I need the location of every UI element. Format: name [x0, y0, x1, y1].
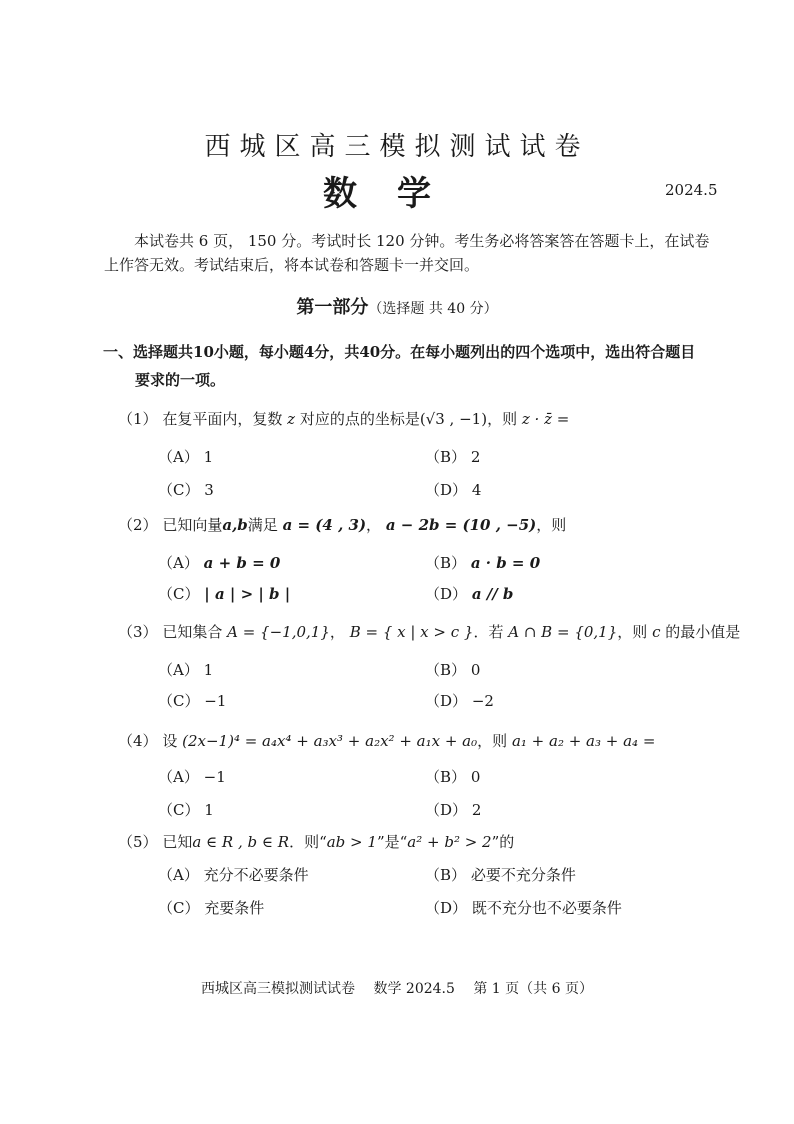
option-text: 0: [470, 661, 481, 679]
section-line-1: 一、选择题共10小题，每小题4分，共40分。在每小题列出的四个选项中，选出符合题目: [103, 343, 696, 361]
option-c: [158, 583, 290, 604]
option-c: [158, 690, 226, 711]
option-b: [425, 552, 540, 573]
question-number: （4）: [118, 732, 158, 750]
stem-text: ．若: [473, 623, 504, 641]
option-label: （C）: [158, 801, 200, 819]
option-text: a · b = 0: [470, 554, 541, 572]
stem-text: 的最小值是: [665, 623, 741, 641]
stem-text: ，则: [617, 623, 648, 641]
option-text: a // b: [471, 585, 514, 603]
option-d: [425, 799, 481, 820]
option-text: 1: [203, 661, 214, 679]
stem-text: 已知向量: [162, 516, 223, 534]
question-number: （3）: [118, 623, 158, 641]
subject-title: 数学: [323, 174, 471, 214]
option-text: a + b = 0: [203, 554, 281, 572]
option-b: [425, 766, 480, 787]
option-a: [158, 864, 309, 885]
question-4-stem: [118, 730, 655, 751]
option-text: 0: [470, 768, 481, 786]
option-text: 既不充分也不必要条件: [471, 899, 622, 917]
math-expr: A ∩ B = {0,1}: [508, 623, 618, 641]
part-main: 第一部分: [296, 297, 369, 318]
section-line-2: 要求的一项。: [135, 371, 226, 389]
question-2-stem: [118, 514, 566, 535]
exam-title: 西城区高三模拟测试试卷: [204, 132, 590, 162]
option-label: （D）: [425, 481, 468, 499]
option-d: [425, 690, 494, 711]
option-label: （B）: [425, 448, 467, 466]
option-c: [158, 799, 214, 820]
math-expr: a = (4 , 3): [282, 516, 367, 534]
option-label: （B）: [425, 661, 467, 679]
part-heading: [0, 293, 794, 319]
math-expr: A = {−1,0,1}: [227, 623, 330, 641]
option-b: [425, 864, 576, 885]
option-label: （C）: [158, 692, 200, 710]
stem-text: 满足: [247, 516, 278, 534]
option-b: [425, 446, 480, 467]
question-number: （5）: [118, 833, 158, 851]
stem-text: 已知集合: [162, 623, 223, 641]
math-expr: a₁ + a₂ + a₃ + a₄ =: [511, 732, 656, 750]
stem-text: 对应的点的坐标是: [299, 410, 420, 428]
option-a: [158, 446, 213, 467]
option-label: （D）: [425, 801, 468, 819]
option-label: （A）: [158, 661, 199, 679]
option-label: （A）: [158, 768, 199, 786]
option-text: 必要不充分条件: [470, 866, 576, 884]
stem-text: ，则: [477, 732, 508, 750]
option-label: （D）: [425, 899, 468, 917]
option-text: 3: [204, 481, 214, 499]
option-text: −1: [204, 692, 227, 710]
math-expr: B = { x | x > c }: [349, 623, 474, 641]
exam-date: 2024.5: [665, 181, 718, 199]
option-label: （A）: [158, 866, 199, 884]
option-label: （A）: [158, 554, 199, 572]
question-5-stem: [118, 831, 514, 852]
stem-text: ”是“: [376, 833, 408, 851]
option-label: （B）: [425, 554, 467, 572]
section-heading: [103, 338, 723, 394]
option-label: （C）: [158, 481, 200, 499]
option-text: 充要条件: [204, 899, 265, 917]
option-label: （B）: [425, 768, 467, 786]
part-note: （选择题 共 40 分）: [368, 301, 498, 317]
math-var: z: [287, 410, 296, 428]
option-d: [425, 479, 481, 500]
math-expr: (2x−1)⁴ = a₄x⁴ + a₃x³ + a₂x² + a₁x + a₀: [182, 732, 478, 750]
option-label: （C）: [158, 899, 200, 917]
math-var: c: [652, 623, 661, 641]
math-expr: a² + b² > 2: [407, 833, 492, 851]
question-1-stem: [118, 408, 569, 429]
exam-instructions: 本试卷共 6 页， 150 分。考试时长 120 分钟。考生务必将答案答在答题卡上，在试卷上作答无效。考试结束后，将本试卷和答题卡一并交回。: [104, 232, 710, 274]
option-label: （D）: [425, 585, 468, 603]
math-expr: a − 2b = (10 , −5): [385, 516, 537, 534]
stem-text: ，则: [536, 516, 567, 534]
option-text: | a | > | b |: [204, 585, 291, 603]
option-label: （C）: [158, 585, 200, 603]
question-3-stem: [118, 621, 740, 642]
math-vec: a,b: [222, 516, 248, 534]
stem-text: ，: [329, 623, 345, 641]
option-text: 4: [471, 481, 482, 499]
stem-text: ”的: [491, 833, 515, 851]
option-text: −2: [471, 692, 494, 710]
option-a: [158, 552, 280, 573]
option-label: （B）: [425, 866, 467, 884]
question-number: （1）: [118, 410, 158, 428]
stem-text: ，则: [487, 410, 518, 428]
option-d: [425, 583, 513, 604]
option-text: 充分不必要条件: [203, 866, 309, 884]
stem-text: 在复平面内，复数: [162, 410, 283, 428]
option-a: [158, 659, 213, 680]
option-d: [425, 897, 622, 918]
page-footer: 西城区高三模拟测试试卷 数学 2024.5 第 1 页（共 6 页）: [201, 981, 593, 997]
option-a: [158, 766, 226, 787]
option-text: 1: [203, 448, 214, 466]
stem-text: ，: [366, 516, 382, 534]
option-label: （A）: [158, 448, 199, 466]
option-b: [425, 659, 480, 680]
math-coord: (√3 , −1): [419, 410, 488, 428]
option-text: 2: [470, 448, 481, 466]
stem-text: 设: [162, 732, 178, 750]
option-label: （D）: [425, 692, 468, 710]
option-text: 2: [471, 801, 482, 819]
option-text: −1: [203, 768, 226, 786]
math-expr: ab > 1: [326, 833, 377, 851]
option-c: [158, 479, 214, 500]
option-c: [158, 897, 264, 918]
math-expr: a ∈ R , b ∈ R: [192, 833, 290, 851]
stem-text: ．则“: [289, 833, 327, 851]
stem-text: 已知: [162, 833, 193, 851]
option-text: 1: [204, 801, 214, 819]
math-expr: z · z̄ =: [521, 410, 570, 428]
question-number: （2）: [118, 516, 158, 534]
